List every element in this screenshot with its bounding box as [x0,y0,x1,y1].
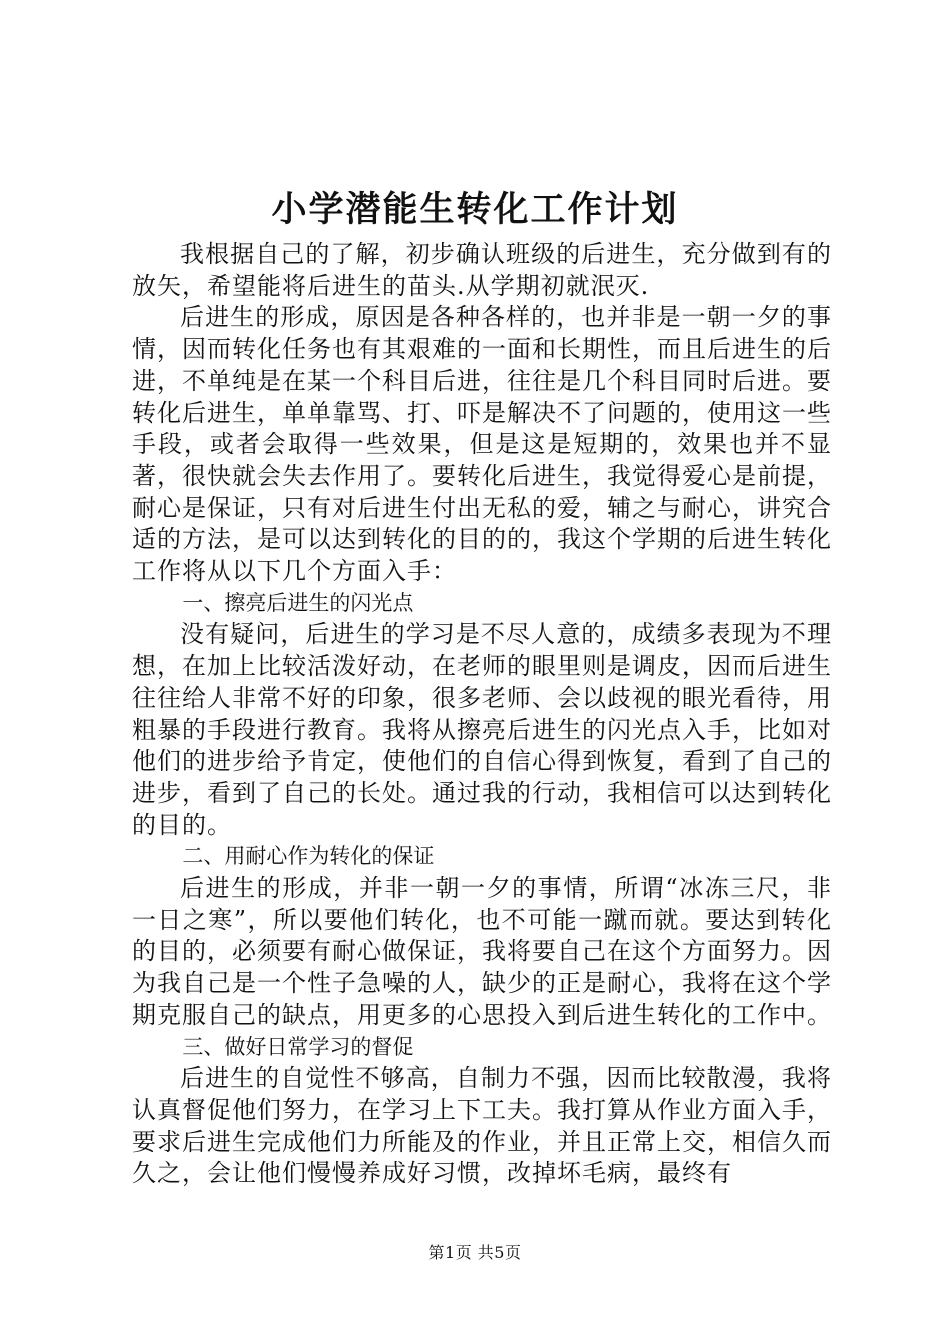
section-paragraph-1: 没有疑问，后进生的学习是不尽人意的，成绩多表现为不理想，在加上比较活泼好动，在老师的眼里则是调皮，因而后进生往往给人非常不好的印象，很多老师、会以歧视的眼光看待，用粗暴的手段进行教育。我将从擦亮后进生的闪光点入手，比如对他们的进步给予肯定，使他们的自信心得到恢复，看到了自己的进步，看到了自己的长处。通过我的行动，我相信可以达到转化的目的。 [132,620,832,839]
section-heading-1: 一、擦亮后进生的闪光点 [182,590,414,615]
page-indicator: 第1页 共5页 [428,1243,522,1262]
section-paragraph-2: 后进生的形成，并非一朝一夕的事情，所谓“冰冻三尺，非一日之寒”，所以要他们转化，也不可能一蹴而就。要达到转化的目的，必须要有耐心做保证，我将要自己在这个方面努力。因为我自己是一个性子急噪的人，缺少的正是耐心，我将在这个学期克服自己的缺点，用更多的心思投入到后进生转化的工作中。 [132,874,832,1029]
document-title: 小学潜能生转化工作计划 [271,189,679,230]
section-paragraph-3: 后进生的自觉性不够高，自制力不强，因而比较散漫，我将认真督促他们努力，在学习上下工夫。我打算从作业方面入手，要求后进生完成他们力所能及的作业，并且正常上交，相信久而久之，会让他们慢慢养成好习惯，改掉坏毛病，最终有 [132,1064,832,1188]
intro-paragraph-1: 我根据自己的了解，初步确认班级的后进生，充分做到有的放矢，希望能将后进生的苗头.从学期初就泯灭. [132,240,832,300]
document-body [132,239,832,1190]
section-heading-3: 三、做好日常学习的督促 [182,1034,414,1059]
intro-paragraph-2: 后进生的形成，原因是各种各样的，也并非是一朝一夕的事情，因而转化任务也有其艰难的一面和长期性，而且后进生的后进，不单纯是在某一个科目后进，往往是几个科目同时后进。要转化后进生，单单靠骂、打、吓是解决不了问题的，使用这一些手段，或者会取得一些效果，但是这是短期的，效果也并不显著，很快就会失去作用了。要转化后进生，我觉得爱心是前提，耐心是保证，只有对后进生付出无私的爱，辅之与耐心，讲究合适的方法，是可以达到转化的目的的，我这个学期的后进生转化工作将从以下几个方面入手： [132,303,832,586]
section-heading-2: 二、用耐心作为转化的保证 [182,844,435,869]
